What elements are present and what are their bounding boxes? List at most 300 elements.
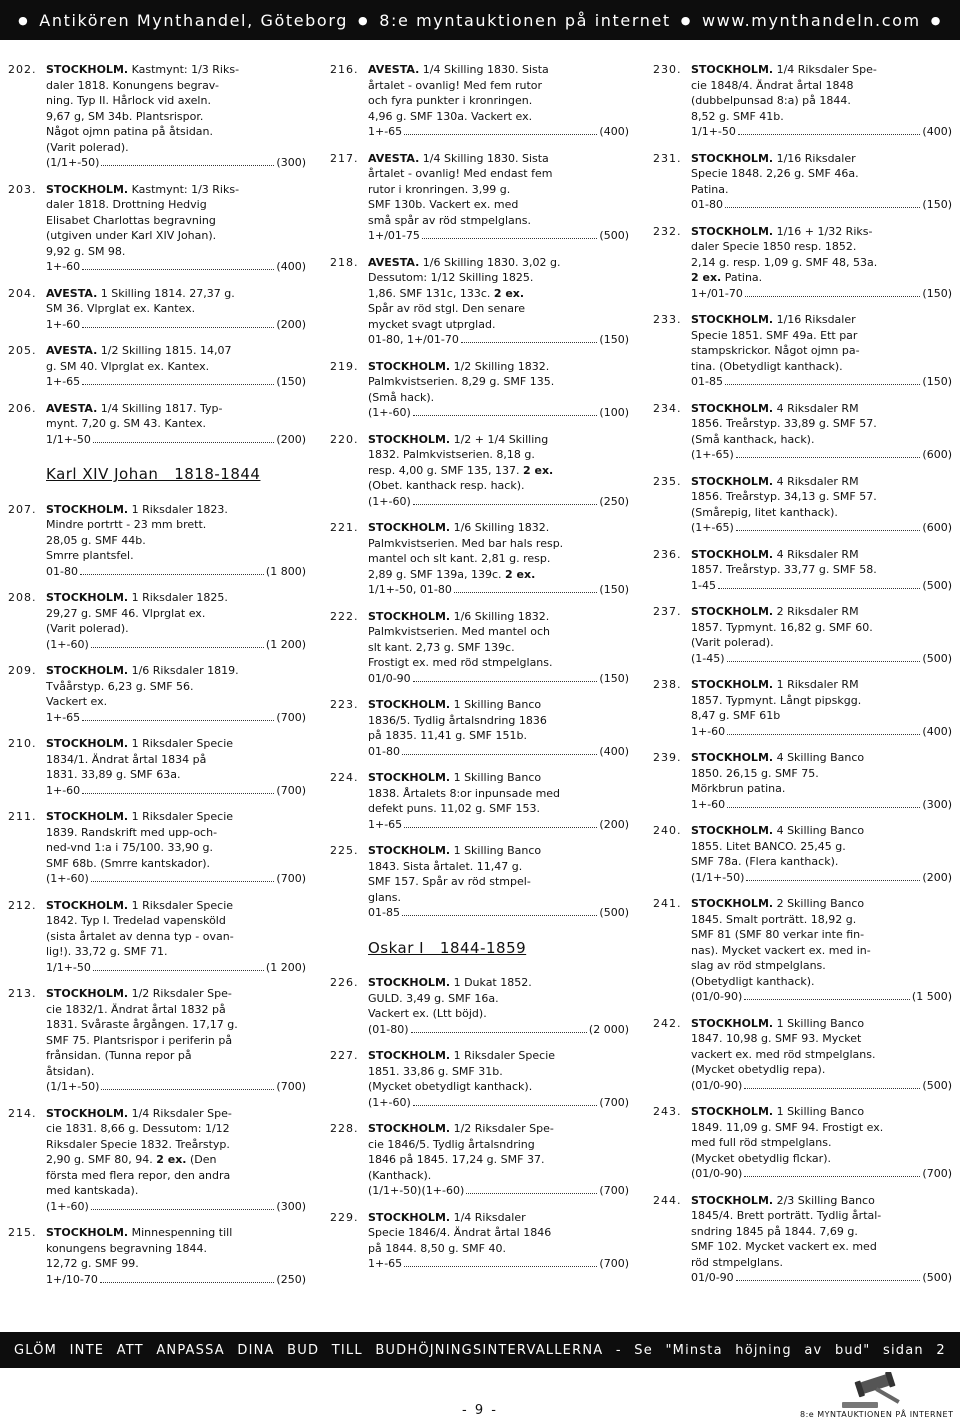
lot-text-line: (Obetydligt kanthack). — [691, 974, 815, 988]
lot-text-line: Tvåårstyp. 6,23 g. SMF 56. — [46, 679, 194, 693]
lot-estimate: (200) — [276, 432, 306, 446]
lot-text-line: slag av röd stmpelglans. — [691, 959, 826, 972]
dot-leader — [738, 133, 921, 135]
lot-estimate: (250) — [599, 494, 629, 508]
logo-caption: 8:e MYNTAUKTIONEN PÅ INTERNET — [800, 1410, 954, 1419]
lot-price-line — [368, 905, 629, 921]
lot-estimate: (150) — [922, 198, 952, 211]
lot-text-line: g. SM 40. Vlprglat ex. Kantex. — [46, 359, 210, 373]
lot-grade: (1+-60) — [46, 637, 89, 651]
catalog-lot — [653, 401, 952, 463]
catalog-lot — [653, 151, 952, 213]
dot-leader — [91, 1208, 275, 1210]
lot-grade: 1+-60 — [46, 783, 81, 797]
lot-text-line: (Mycket obetydlig flckar). — [691, 1151, 831, 1165]
dot-leader — [91, 880, 275, 882]
lot-text-line: 1843. Sista årtalet. 11,47 g. — [368, 859, 523, 873]
catalog-lot — [653, 474, 952, 536]
lot-grade: 01-80, 1+/01-70 — [368, 333, 459, 346]
lot-price-line — [46, 317, 306, 333]
lot-text-line: STOCKHOLM. 1/6 Riksdaler 1819. — [46, 664, 239, 677]
lot-estimate: (300) — [922, 797, 952, 811]
lot-price-line — [46, 637, 306, 653]
lot-text-line: mycket svagt utprglad. — [368, 317, 496, 331]
lot-text-line: Specie 1848. 2,26 g. SMF 46a. — [691, 167, 859, 180]
catalog-lot — [8, 502, 306, 580]
lot-description — [368, 697, 629, 759]
lot-text-line: (Varit polerad). — [691, 636, 774, 649]
lot-text-line: STOCKHOLM. 4 Skilling Banco — [691, 751, 865, 764]
lot-description — [46, 502, 306, 580]
lot-text-line: cie 1846/5. Tydlig årtalsndring — [368, 1137, 535, 1151]
lot-text-line: AVESTA. 1/2 Skilling 1815. 14,07 — [46, 344, 232, 357]
lot-text-line: STOCKHOLM. 1 Skilling Banco — [368, 771, 542, 784]
lot-price-line — [46, 1199, 306, 1215]
lot-grade: 1+-65 — [368, 1257, 403, 1270]
lot-description — [46, 401, 306, 448]
lot-text-line: 1856. Treårstyp. 34,13 g. SMF 57. — [691, 490, 877, 503]
lot-text-line: Spår av röd stgl. Den senare — [368, 302, 526, 315]
lot-estimate: (150) — [599, 333, 629, 346]
dot-leader — [101, 1088, 274, 1090]
lot-text-line: med full röd stmpelglans. — [691, 1136, 832, 1149]
dot-leader — [744, 1175, 920, 1177]
lot-text-line: Palmkvistserien. Med bar hals resp. — [368, 536, 564, 550]
lot-price-line — [368, 332, 629, 348]
dot-leader — [82, 719, 274, 721]
lot-text-line: 2 ex. Patina. — [691, 271, 763, 284]
dot-leader — [745, 295, 921, 297]
lot-text-line: SMF 102. Mycket vackert ex. med — [691, 1240, 877, 1253]
lot-price-line — [46, 1079, 306, 1095]
lot-text-line: stampskrickor. Något ojmn pa- — [691, 344, 860, 357]
lot-grade: 1+-60 — [46, 260, 81, 273]
catalog-lot — [653, 896, 952, 1005]
lot-estimate: (150) — [922, 375, 952, 388]
lot-text-line: STOCKHOLM. 4 Riksdaler RM — [691, 474, 859, 488]
lot-text-line: AVESTA. 1/4 Skilling 1830. Sista — [368, 151, 549, 165]
lot-text-line: STOCKHOLM. 1 Riksdaler 1825. — [46, 591, 228, 604]
footer-word: "Minsta — [665, 1342, 723, 1358]
lot-text-line: 1849. 11,09 g. SMF 94. Frostigt ex. — [691, 1120, 884, 1134]
lot-estimate: (700) — [599, 1184, 629, 1197]
dot-leader — [402, 753, 597, 755]
lot-number: 237. — [653, 605, 682, 618]
catalog-lot — [8, 898, 306, 976]
lot-text-line: första med flera repor, den andra — [46, 1168, 231, 1182]
footer-word: av — [804, 1342, 823, 1358]
lot-estimate: (150) — [599, 583, 629, 596]
lot-grade: (01/0-90) — [691, 1167, 743, 1180]
lot-number: 239. — [653, 751, 682, 764]
lot-description — [368, 1048, 629, 1110]
lot-grade: (1+-60) — [368, 1095, 411, 1109]
catalog-lot — [330, 975, 629, 1037]
lot-price-line — [368, 405, 629, 421]
lot-text-line: små spår av röd stmpelglans. — [368, 213, 531, 227]
lot-grade: 1+-65 — [368, 817, 403, 831]
lot-number: 218. — [330, 255, 359, 269]
lot-text-line: Vackert ex. (Ltt böjd). — [368, 1007, 487, 1020]
lot-estimate: (1 200) — [265, 637, 306, 651]
lot-estimate: (100) — [599, 406, 629, 419]
lot-description — [691, 474, 952, 536]
catalog-lot — [330, 697, 629, 759]
lot-text-line: 1839. Randskrift med upp-och- — [46, 825, 218, 839]
lot-number: 202. — [8, 63, 37, 76]
lot-text-line: 1834/1. Ändrat årtal 1834 på — [46, 752, 207, 766]
lot-price-line — [46, 871, 306, 887]
lot-estimate: (600) — [922, 448, 952, 461]
lot-number: 242. — [653, 1016, 682, 1030]
lot-estimate: (250) — [276, 1272, 306, 1286]
lot-grade: 1+-60 — [691, 797, 726, 811]
lot-grade: (1-45) — [691, 651, 725, 665]
lot-text-line: Specie 1851. SMF 49a. Ett par — [691, 328, 858, 342]
lot-estimate: (1 800) — [265, 564, 306, 578]
lot-estimate: (200) — [922, 870, 952, 884]
catalog-lot — [653, 62, 952, 140]
lot-grade: 1-45 — [691, 578, 716, 592]
lot-text-line: 1845/4. Brett porträtt. Tydlig årtal- — [691, 1209, 882, 1222]
lot-text-line: (Mycket obetydlig repa). — [691, 1063, 826, 1076]
lot-text-line: (Varit polerad). — [46, 140, 129, 154]
lot-text-line: STOCKHOLM. 1 Riksdaler RM — [691, 678, 859, 691]
lot-grade: 1+-60 — [691, 724, 726, 738]
lot-text-line: (Små hack). — [368, 390, 435, 404]
lot-price-line — [46, 1272, 306, 1288]
dot-leader — [725, 383, 920, 385]
lot-description — [691, 823, 952, 885]
catalog-lot — [8, 986, 306, 1095]
lot-number: 215. — [8, 1226, 37, 1239]
catalog-lot — [653, 823, 952, 885]
lot-description — [46, 182, 306, 275]
lot-text-line: STOCKHOLM. 1 Skilling Banco — [368, 844, 542, 857]
lot-text-line: 1836/5. Tydlig årtalsndring 1836 — [368, 713, 547, 727]
lot-number: 208. — [8, 591, 37, 604]
dot-leader — [100, 1281, 275, 1283]
dot-leader — [736, 1279, 921, 1281]
catalog-lot — [8, 286, 306, 333]
lot-description — [46, 663, 306, 725]
lot-text-line: 29,27 g. SMF 46. Vlprglat ex. — [46, 606, 206, 620]
lot-text-line: rutor i kronringen. 3,99 g. — [368, 182, 511, 196]
lot-text-line: och fyra punkter i kronringen. — [368, 94, 533, 107]
lot-number: 229. — [330, 1210, 359, 1224]
dot-leader — [404, 1265, 597, 1267]
dot-leader — [461, 341, 598, 343]
lot-text-line: SMF 157. Spår av röd stmpel- — [368, 875, 531, 888]
lot-text-line: slt kant. 2,73 g. SMF 139c. — [368, 640, 515, 654]
lot-number: 223. — [330, 698, 359, 711]
lot-price-line — [691, 724, 952, 740]
lot-text-line: AVESTA. 1/4 Skilling 1817. Typ- — [46, 401, 223, 415]
lot-text-line: 9,92 g. SM 98. — [46, 244, 126, 258]
lot-text-line: STOCKHOLM. 1/2 Skilling 1832. — [368, 359, 550, 373]
lot-text-line: AVESTA. 1 Skilling 1814. 27,37 g. — [46, 286, 235, 300]
lot-grade: (1+-60) — [368, 494, 411, 508]
lot-price-line — [691, 1166, 952, 1182]
lot-text-line: 8,52 g. SMF 41b. — [691, 109, 784, 123]
catalog-column-3 — [653, 62, 952, 1297]
lot-grade: 01/0-90 — [691, 1271, 734, 1284]
lot-text-line: STOCKHOLM. 1/4 Riksdaler Spe- — [46, 1106, 232, 1120]
lot-grade: 1+/01-70 — [691, 286, 743, 300]
dot-leader — [727, 733, 920, 735]
lot-text-line: sndring 1845 på 1844. 7,69 g. — [691, 1224, 858, 1238]
dot-leader — [744, 998, 910, 1000]
lot-text-line: Patina. — [691, 182, 729, 196]
lot-number: 203. — [8, 182, 37, 196]
lot-text-line: STOCKHOLM. 1/6 Skilling 1832. — [368, 609, 550, 623]
lot-estimate: (400) — [922, 125, 952, 138]
lot-text-line: STOCKHOLM. 1 Riksdaler Specie — [368, 1049, 556, 1062]
lot-text-line: (Obet. kanthack resp. hack). — [368, 479, 525, 492]
lot-estimate: (700) — [276, 783, 306, 797]
lot-price-line — [691, 124, 952, 140]
lot-price-line — [368, 671, 629, 687]
lot-description — [46, 590, 306, 652]
dot-leader — [466, 1192, 597, 1194]
lot-text-line: SMF 81 (SMF 80 verkar inte fin- — [691, 928, 865, 941]
lot-grade: (1/1+-50) — [46, 156, 100, 169]
bullet-icon: ● — [18, 13, 30, 27]
lot-description — [691, 224, 952, 302]
lot-text-line: Vackert ex. — [46, 695, 108, 708]
lot-estimate: (300) — [276, 156, 306, 169]
lot-description — [368, 1121, 629, 1199]
dot-leader — [101, 164, 274, 166]
catalog-lot — [653, 312, 952, 390]
footer-word: ANPASSA — [156, 1342, 225, 1358]
lot-number: 211. — [8, 810, 37, 823]
lot-estimate: (2 000) — [588, 1022, 629, 1036]
lot-number: 234. — [653, 401, 682, 415]
lot-estimate: (150) — [922, 286, 952, 300]
lot-number: 226. — [330, 976, 359, 989]
lot-text-line: (utgiven under Karl XIV Johan). — [46, 229, 217, 242]
lot-estimate: (500) — [599, 229, 629, 242]
lot-text-line: 1838. Årtalets 8:or inpunsade med — [368, 786, 561, 800]
catalog-lot — [8, 343, 306, 390]
lot-text-line: STOCKHOLM. 4 Riksdaler RM — [691, 401, 859, 415]
catalog-lot — [8, 736, 306, 798]
lot-grade: 01-85 — [368, 906, 400, 919]
lot-text-line: (Varit polerad). — [46, 622, 129, 635]
lot-price-line — [691, 578, 952, 594]
lot-grade: 1+-65 — [46, 710, 81, 724]
lot-estimate: (500) — [922, 651, 952, 665]
lot-description — [691, 896, 952, 1005]
lot-description — [368, 1210, 629, 1272]
lot-number: 240. — [653, 824, 682, 837]
lot-text-line: cie 1848/4. Ändrat årtal 1848 — [691, 78, 854, 92]
lot-number: 228. — [330, 1122, 359, 1135]
lot-text-line: Riksdaler Specie 1832. Treårstyp. — [46, 1137, 230, 1151]
lot-price-line — [368, 228, 629, 244]
lot-grade: (1/1+-50)(1+-60) — [368, 1184, 465, 1197]
footer-word: BUD — [287, 1342, 320, 1358]
lot-number: 206. — [8, 401, 37, 415]
dot-leader — [91, 646, 264, 648]
lot-text-line: 9,67 g, SM 34b. Plantsrispor. — [46, 109, 204, 123]
lot-text-line: 1846 på 1845. 17,24 g. SMF 37. — [368, 1153, 545, 1166]
lot-grade: 01-85 — [691, 375, 723, 388]
lot-text-line: 12,72 g. SMF 99. — [46, 1257, 139, 1270]
lot-text-line: STOCKHOLM. 1 Riksdaler Specie — [46, 810, 234, 823]
catalog-lot — [330, 843, 629, 921]
dot-leader — [744, 1087, 920, 1089]
lot-text-line: konungens begravning 1844. — [46, 1241, 208, 1255]
catalog-lot — [653, 1016, 952, 1094]
lot-grade: 01/0-90 — [368, 671, 411, 685]
lot-estimate: (500) — [922, 1078, 952, 1092]
dot-leader — [727, 806, 920, 808]
lot-description — [691, 151, 952, 213]
lot-text-line: (Mycket obetydligt kanthack). — [368, 1080, 533, 1093]
lot-price-line — [691, 1270, 952, 1286]
catalog-column-1 — [8, 62, 306, 1298]
lot-number: 207. — [8, 502, 37, 516]
lot-text-line: STOCKHOLM. 1 Dukat 1852. — [368, 976, 532, 989]
dot-leader — [746, 879, 920, 881]
catalog-lot — [330, 520, 629, 598]
dot-leader — [80, 573, 264, 575]
dot-leader — [725, 206, 920, 208]
catalog-lot — [8, 62, 306, 171]
catalog-lot — [8, 663, 306, 725]
bullet-icon: ● — [680, 13, 692, 27]
lot-description — [368, 770, 629, 832]
lot-grade: (1/1+-50) — [46, 1080, 100, 1093]
lot-text-line: Mindre portrtt - 23 mm brett. — [46, 518, 207, 531]
lot-text-line: mantel och slt kant. 2,81 g. resp. — [368, 552, 551, 565]
lot-text-line: med kantskada). — [46, 1184, 139, 1197]
lot-estimate: (700) — [276, 872, 306, 885]
lot-text-line: STOCKHOLM. Kastmynt: 1/3 Riks- — [46, 63, 240, 76]
lot-grade: 01-80 — [46, 564, 78, 578]
lot-price-line — [691, 870, 952, 886]
lot-text-line: STOCKHOLM. 1/4 Riksdaler Spe- — [691, 63, 877, 76]
lot-description — [368, 432, 629, 510]
lot-grade: 01-80 — [368, 744, 400, 758]
lot-grade: (01/0-90) — [691, 990, 743, 1003]
lot-description — [691, 677, 952, 739]
lot-text-line: nas). Mycket vackert ex. med in- — [691, 943, 871, 957]
lot-price-line — [46, 564, 306, 580]
lot-text-line: 28,05 g. SMF 44b. — [46, 533, 146, 547]
lot-text-line: Frostigt ex. med röd stmpelglans. — [368, 656, 553, 669]
catalog-lot — [8, 182, 306, 275]
lot-text-line: 1857. Typmynt. Långt pipskgg. — [691, 693, 862, 707]
lot-estimate: (1 200) — [265, 960, 306, 974]
lot-text-line: defekt puns. 11,02 g. SMF 153. — [368, 802, 540, 815]
lot-text-line: glans. — [368, 890, 401, 904]
lot-grade: (01/0-90) — [691, 1078, 743, 1092]
lot-price-line — [691, 1078, 952, 1094]
dot-leader — [82, 383, 274, 385]
lot-description — [691, 62, 952, 140]
lot-grade: 1/1+-50 — [46, 960, 91, 974]
lot-text-line: STOCKHOLM. Kastmynt: 1/3 Riks- — [46, 182, 240, 196]
lot-text-line: 1847. 10,98 g. SMF 93. Mycket — [691, 1032, 862, 1045]
dot-leader — [93, 969, 264, 971]
lot-grade: 1+-65 — [46, 375, 81, 388]
dot-leader — [413, 1104, 598, 1106]
lot-text-line: 1845. Smalt porträtt. 18,92 g. — [691, 912, 857, 926]
lot-estimate: (700) — [276, 1080, 306, 1093]
catalog-lot — [8, 401, 306, 448]
lot-text-line: 1831. 33,89 g. SMF 63a. — [46, 768, 181, 781]
dot-leader — [718, 587, 920, 589]
catalog-lot — [330, 770, 629, 832]
lot-estimate: (600) — [922, 521, 952, 534]
lot-description — [691, 547, 952, 594]
lot-estimate: (400) — [922, 724, 952, 738]
catalog-lot — [330, 1121, 629, 1199]
lot-text-line: 4,96 g. SMF 130a. Vackert ex. — [368, 109, 533, 123]
lot-text-line: Palmkvistserien. Med mantel och — [368, 625, 550, 638]
lot-estimate: (300) — [276, 1199, 306, 1213]
lot-price-line — [46, 432, 306, 448]
lot-number: 216. — [330, 63, 359, 76]
lot-text-line: STOCKHOLM. 1/4 Riksdaler — [368, 1210, 526, 1224]
lot-description — [691, 1016, 952, 1094]
lot-text-line: STOCKHOLM. 1/16 Riksdaler — [691, 151, 856, 165]
catalog-lot — [653, 1193, 952, 1286]
lot-text-line: Elisabet Charlottas begravning — [46, 213, 216, 227]
lot-text-line: ned-vnd 1:a i 75/100. 33,90 g. — [46, 841, 214, 854]
lot-text-line: mynt. 7,20 g. SM 43. Kantex. — [46, 417, 207, 430]
lot-estimate: (1 500) — [911, 990, 952, 1003]
lot-text-line: (Kanthack). — [368, 1168, 432, 1182]
lot-grade: (1+-60) — [46, 872, 89, 885]
lot-number: 221. — [330, 521, 359, 534]
lot-price-line — [691, 374, 952, 390]
catalog-lot — [653, 1104, 952, 1182]
lot-price-line — [691, 286, 952, 302]
lot-grade: 1/1+-50 — [46, 432, 91, 446]
lot-price-line — [368, 1256, 629, 1272]
lot-text-line: SM 36. Vlprglat ex. Kantex. — [46, 302, 196, 315]
lot-description — [691, 1104, 952, 1182]
lot-text-line: STOCKHOLM. 1/2 + 1/4 Skilling — [368, 432, 549, 446]
lot-text-line: SMF 130b. Vackert ex. med — [368, 198, 519, 211]
footer-word: ATT — [116, 1342, 144, 1358]
lot-text-line: 2,90 g. SMF 80, 94. 2 ex. (Den — [46, 1153, 217, 1166]
catalog-lot — [653, 750, 952, 812]
section-heading: Karl XIV Johan 1818-1844 — [46, 465, 261, 483]
lot-grade: 1+/01-75 — [368, 229, 420, 242]
lot-grade: 1/1+-50 — [691, 125, 736, 138]
lot-estimate: (700) — [276, 710, 306, 724]
lot-text-line: vackert ex. med röd stmpelglans. — [691, 1047, 876, 1061]
lot-text-line: (dubbelpunsad 8:a) på 1844. — [691, 94, 851, 107]
lot-text-line: 1842. Typ I. Tredelad vapensköld — [46, 914, 226, 927]
lot-description — [368, 62, 629, 140]
lot-text-line: STOCKHOLM. 1 Skilling Banco — [691, 1016, 865, 1030]
lot-description — [368, 359, 629, 421]
lot-text-line: STOCKHOLM. 2 Skilling Banco — [691, 897, 865, 910]
lot-text-line: daler 1818. Konungens begrav- — [46, 78, 219, 92]
lot-text-line: på 1835. 11,41 g. SMF 151b. — [368, 729, 527, 742]
footer-word: INTE — [69, 1342, 105, 1358]
lot-price-line — [46, 960, 306, 976]
lot-text-line: (Små kanthack, hack). — [691, 432, 815, 446]
lot-text-line: SMF 75. Plantsrispor i periferin på — [46, 1033, 233, 1047]
lot-description — [46, 986, 306, 1095]
